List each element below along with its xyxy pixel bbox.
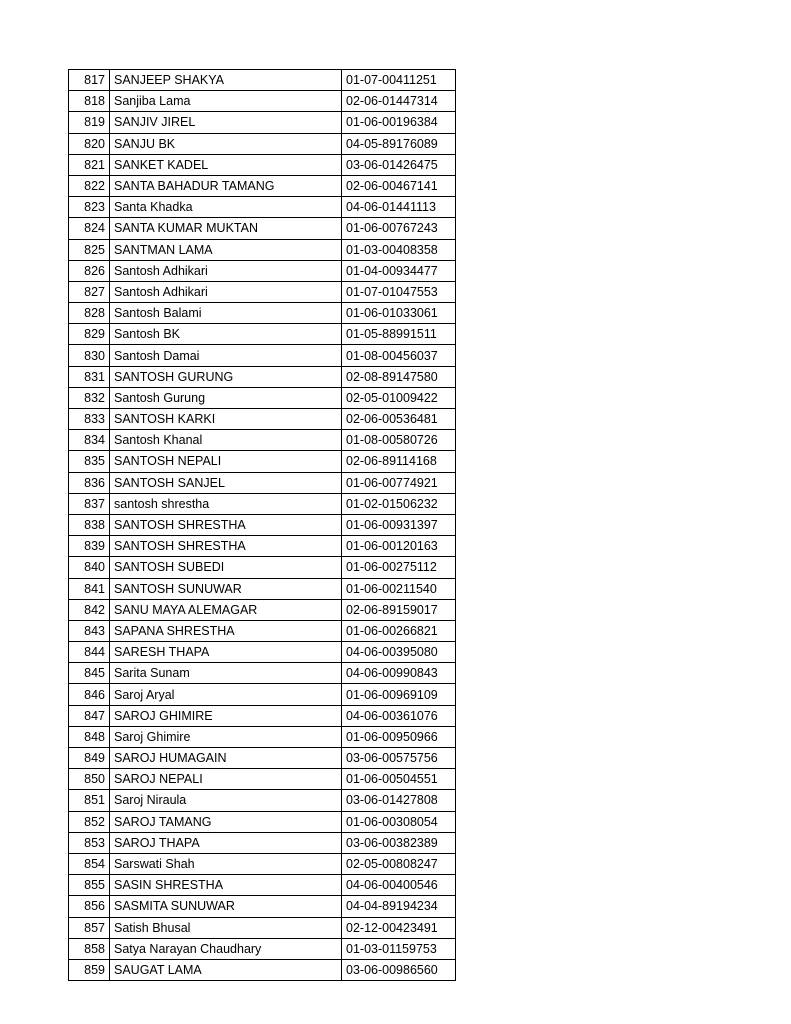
row-index-cell: 823 bbox=[69, 197, 110, 218]
row-id-cell: 01-06-00211540 bbox=[342, 578, 456, 599]
row-index-cell: 822 bbox=[69, 175, 110, 196]
row-index-cell: 838 bbox=[69, 514, 110, 535]
row-index-cell: 819 bbox=[69, 112, 110, 133]
row-index-cell: 825 bbox=[69, 239, 110, 260]
table-row bbox=[69, 790, 456, 811]
row-id-cell: 01-03-01159753 bbox=[342, 938, 456, 959]
row-name-cell: SANTOSH KARKI bbox=[110, 409, 342, 430]
table-row bbox=[69, 260, 456, 281]
row-name-cell: SANTOSH SUNUWAR bbox=[110, 578, 342, 599]
row-id-cell: 02-06-89114168 bbox=[342, 451, 456, 472]
row-id-cell: 01-06-00774921 bbox=[342, 472, 456, 493]
table-row bbox=[69, 197, 456, 218]
row-id-cell: 04-06-00990843 bbox=[342, 663, 456, 684]
table-row bbox=[69, 366, 456, 387]
roster-table-body bbox=[69, 70, 456, 981]
row-name-cell: SANTOSH NEPALI bbox=[110, 451, 342, 472]
row-index-cell: 821 bbox=[69, 154, 110, 175]
row-name-cell: Santosh Balami bbox=[110, 303, 342, 324]
row-index-cell: 852 bbox=[69, 811, 110, 832]
row-index-cell: 828 bbox=[69, 303, 110, 324]
row-name-cell: SANTA BAHADUR TAMANG bbox=[110, 175, 342, 196]
row-id-cell: 01-06-01033061 bbox=[342, 303, 456, 324]
row-id-cell: 03-06-01426475 bbox=[342, 154, 456, 175]
row-index-cell: 858 bbox=[69, 938, 110, 959]
row-index-cell: 857 bbox=[69, 917, 110, 938]
table-row bbox=[69, 345, 456, 366]
row-name-cell: Santosh Khanal bbox=[110, 430, 342, 451]
row-index-cell: 854 bbox=[69, 853, 110, 874]
row-name-cell: Santosh BK bbox=[110, 324, 342, 345]
row-name-cell: Santosh Adhikari bbox=[110, 281, 342, 302]
row-index-cell: 834 bbox=[69, 430, 110, 451]
table-row bbox=[69, 578, 456, 599]
row-name-cell: SANTOSH GURUNG bbox=[110, 366, 342, 387]
table-row bbox=[69, 239, 456, 260]
row-name-cell: Santosh Adhikari bbox=[110, 260, 342, 281]
row-id-cell: 04-04-89194234 bbox=[342, 896, 456, 917]
table-row bbox=[69, 726, 456, 747]
table-row bbox=[69, 472, 456, 493]
table-row bbox=[69, 387, 456, 408]
table-row bbox=[69, 154, 456, 175]
row-index-cell: 855 bbox=[69, 875, 110, 896]
row-name-cell: Satya Narayan Chaudhary bbox=[110, 938, 342, 959]
row-id-cell: 02-06-00467141 bbox=[342, 175, 456, 196]
row-id-cell: 02-05-01009422 bbox=[342, 387, 456, 408]
row-id-cell: 04-06-00395080 bbox=[342, 642, 456, 663]
row-id-cell: 01-07-00411251 bbox=[342, 70, 456, 91]
row-index-cell: 824 bbox=[69, 218, 110, 239]
table-row bbox=[69, 536, 456, 557]
row-name-cell: SAUGAT LAMA bbox=[110, 959, 342, 980]
row-name-cell: SAROJ GHIMIRE bbox=[110, 705, 342, 726]
row-name-cell: SASMITA SUNUWAR bbox=[110, 896, 342, 917]
row-name-cell: Santosh Damai bbox=[110, 345, 342, 366]
table-row bbox=[69, 218, 456, 239]
row-id-cell: 04-06-01441113 bbox=[342, 197, 456, 218]
row-index-cell: 859 bbox=[69, 959, 110, 980]
row-index-cell: 829 bbox=[69, 324, 110, 345]
table-row bbox=[69, 642, 456, 663]
row-id-cell: 02-05-00808247 bbox=[342, 853, 456, 874]
row-name-cell: Satish Bhusal bbox=[110, 917, 342, 938]
row-name-cell: SANJIV JIREL bbox=[110, 112, 342, 133]
row-id-cell: 02-12-00423491 bbox=[342, 917, 456, 938]
table-row bbox=[69, 175, 456, 196]
table-row bbox=[69, 832, 456, 853]
table-row bbox=[69, 896, 456, 917]
row-name-cell: SANJU BK bbox=[110, 133, 342, 154]
row-index-cell: 820 bbox=[69, 133, 110, 154]
row-id-cell: 01-06-00931397 bbox=[342, 514, 456, 535]
roster-table bbox=[68, 69, 456, 981]
row-index-cell: 827 bbox=[69, 281, 110, 302]
row-index-cell: 840 bbox=[69, 557, 110, 578]
table-row bbox=[69, 409, 456, 430]
row-name-cell: SANTOSH SHRESTHA bbox=[110, 514, 342, 535]
table-row bbox=[69, 663, 456, 684]
row-id-cell: 01-06-00504551 bbox=[342, 769, 456, 790]
row-id-cell: 03-06-01427808 bbox=[342, 790, 456, 811]
row-id-cell: 01-08-00580726 bbox=[342, 430, 456, 451]
row-index-cell: 847 bbox=[69, 705, 110, 726]
row-index-cell: 856 bbox=[69, 896, 110, 917]
row-index-cell: 849 bbox=[69, 748, 110, 769]
row-name-cell: SAROJ HUMAGAIN bbox=[110, 748, 342, 769]
row-id-cell: 02-08-89147580 bbox=[342, 366, 456, 387]
row-index-cell: 845 bbox=[69, 663, 110, 684]
row-index-cell: 831 bbox=[69, 366, 110, 387]
row-index-cell: 837 bbox=[69, 493, 110, 514]
row-index-cell: 835 bbox=[69, 451, 110, 472]
table-row bbox=[69, 70, 456, 91]
table-row bbox=[69, 91, 456, 112]
row-name-cell: SAROJ THAPA bbox=[110, 832, 342, 853]
row-index-cell: 841 bbox=[69, 578, 110, 599]
row-index-cell: 850 bbox=[69, 769, 110, 790]
row-id-cell: 01-05-88991511 bbox=[342, 324, 456, 345]
table-row bbox=[69, 705, 456, 726]
row-index-cell: 843 bbox=[69, 620, 110, 641]
row-index-cell: 817 bbox=[69, 70, 110, 91]
row-index-cell: 846 bbox=[69, 684, 110, 705]
row-name-cell: Sarita Sunam bbox=[110, 663, 342, 684]
row-index-cell: 844 bbox=[69, 642, 110, 663]
row-index-cell: 851 bbox=[69, 790, 110, 811]
row-name-cell: Santosh Gurung bbox=[110, 387, 342, 408]
row-id-cell: 02-06-01447314 bbox=[342, 91, 456, 112]
row-name-cell: Santa Khadka bbox=[110, 197, 342, 218]
row-name-cell: santosh shrestha bbox=[110, 493, 342, 514]
row-name-cell: SASIN SHRESTHA bbox=[110, 875, 342, 896]
row-index-cell: 818 bbox=[69, 91, 110, 112]
table-row bbox=[69, 514, 456, 535]
table-row bbox=[69, 938, 456, 959]
table-row bbox=[69, 112, 456, 133]
row-name-cell: Saroj Niraula bbox=[110, 790, 342, 811]
table-row bbox=[69, 557, 456, 578]
row-name-cell: SAPANA SHRESTHA bbox=[110, 620, 342, 641]
table-row bbox=[69, 303, 456, 324]
row-id-cell: 04-06-00361076 bbox=[342, 705, 456, 726]
row-name-cell: SANTOSH SUBEDI bbox=[110, 557, 342, 578]
row-name-cell: SANTA KUMAR MUKTAN bbox=[110, 218, 342, 239]
table-row bbox=[69, 599, 456, 620]
table-row bbox=[69, 620, 456, 641]
roster-table-container bbox=[68, 69, 436, 981]
row-id-cell: 01-06-00196384 bbox=[342, 112, 456, 133]
row-name-cell: SANTOSH SHRESTHA bbox=[110, 536, 342, 557]
row-id-cell: 02-06-00536481 bbox=[342, 409, 456, 430]
table-row bbox=[69, 917, 456, 938]
row-index-cell: 842 bbox=[69, 599, 110, 620]
row-name-cell: Saroj Aryal bbox=[110, 684, 342, 705]
table-row bbox=[69, 684, 456, 705]
row-id-cell: 01-06-00275112 bbox=[342, 557, 456, 578]
row-id-cell: 01-06-00266821 bbox=[342, 620, 456, 641]
row-id-cell: 01-08-00456037 bbox=[342, 345, 456, 366]
row-id-cell: 03-06-00575756 bbox=[342, 748, 456, 769]
row-index-cell: 830 bbox=[69, 345, 110, 366]
row-id-cell: 04-06-00400546 bbox=[342, 875, 456, 896]
table-row bbox=[69, 811, 456, 832]
table-row bbox=[69, 875, 456, 896]
row-index-cell: 832 bbox=[69, 387, 110, 408]
row-id-cell: 01-06-00969109 bbox=[342, 684, 456, 705]
row-name-cell: SAROJ TAMANG bbox=[110, 811, 342, 832]
row-id-cell: 03-06-00382389 bbox=[342, 832, 456, 853]
row-id-cell: 01-02-01506232 bbox=[342, 493, 456, 514]
table-row bbox=[69, 324, 456, 345]
row-index-cell: 839 bbox=[69, 536, 110, 557]
row-name-cell: SANKET KADEL bbox=[110, 154, 342, 175]
row-id-cell: 02-06-89159017 bbox=[342, 599, 456, 620]
row-name-cell: Saroj Ghimire bbox=[110, 726, 342, 747]
row-id-cell: 01-07-01047553 bbox=[342, 281, 456, 302]
table-row bbox=[69, 493, 456, 514]
row-name-cell: SARESH THAPA bbox=[110, 642, 342, 663]
row-index-cell: 836 bbox=[69, 472, 110, 493]
table-row bbox=[69, 133, 456, 154]
row-index-cell: 853 bbox=[69, 832, 110, 853]
row-id-cell: 01-03-00408358 bbox=[342, 239, 456, 260]
row-name-cell: SANJEEP SHAKYA bbox=[110, 70, 342, 91]
row-name-cell: SANTMAN LAMA bbox=[110, 239, 342, 260]
row-name-cell: SANTOSH SANJEL bbox=[110, 472, 342, 493]
row-name-cell: SANU MAYA ALEMAGAR bbox=[110, 599, 342, 620]
row-name-cell: Sarswati Shah bbox=[110, 853, 342, 874]
row-index-cell: 833 bbox=[69, 409, 110, 430]
row-id-cell: 01-06-00767243 bbox=[342, 218, 456, 239]
row-name-cell: SAROJ NEPALI bbox=[110, 769, 342, 790]
row-name-cell: Sanjiba Lama bbox=[110, 91, 342, 112]
table-row bbox=[69, 959, 456, 980]
table-row bbox=[69, 748, 456, 769]
table-row bbox=[69, 769, 456, 790]
table-row bbox=[69, 430, 456, 451]
row-id-cell: 01-06-00120163 bbox=[342, 536, 456, 557]
row-id-cell: 01-04-00934477 bbox=[342, 260, 456, 281]
row-id-cell: 01-06-00308054 bbox=[342, 811, 456, 832]
table-row bbox=[69, 853, 456, 874]
table-row bbox=[69, 281, 456, 302]
row-id-cell: 01-06-00950966 bbox=[342, 726, 456, 747]
table-row bbox=[69, 451, 456, 472]
row-id-cell: 03-06-00986560 bbox=[342, 959, 456, 980]
row-id-cell: 04-05-89176089 bbox=[342, 133, 456, 154]
row-index-cell: 848 bbox=[69, 726, 110, 747]
row-index-cell: 826 bbox=[69, 260, 110, 281]
